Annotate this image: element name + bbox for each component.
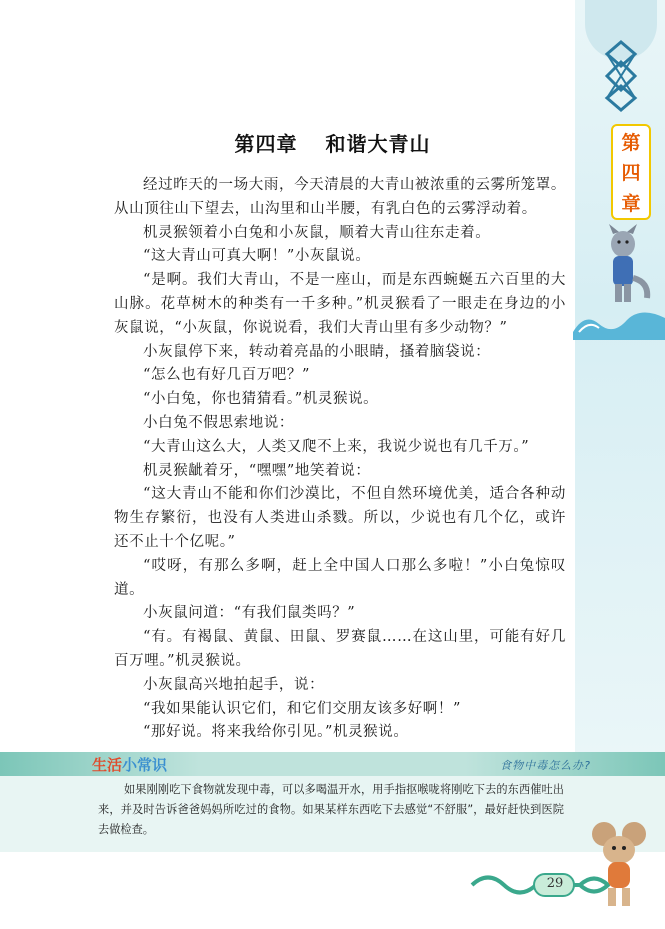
page-number: 29 bbox=[546, 876, 564, 891]
paragraph: “哎呀，有那么多啊，赶上全中国人口那么多啦！”小白兔惊叹道。 bbox=[114, 557, 566, 598]
paragraph: “这大青山可真大啊！”小灰鼠说。 bbox=[143, 248, 371, 265]
wave-decoration bbox=[573, 306, 665, 340]
tips-label-part: 生活 bbox=[92, 756, 123, 774]
chapter-tab-char: 章 bbox=[621, 193, 641, 216]
chapter-tab-char: 第 bbox=[621, 131, 641, 154]
paragraph: “大青山这么大，人类又爬不上来，我说少说也有几千万。” bbox=[143, 438, 530, 455]
paragraph: “怎么也有好几百万吧？” bbox=[143, 367, 311, 384]
paragraph: “那好说。将来我给你引见。”机灵猴说。 bbox=[143, 724, 409, 741]
knot-ornament-icon bbox=[601, 40, 641, 112]
side-decoration-band bbox=[575, 0, 665, 760]
paragraph: 小灰鼠问道：“有我们鼠类吗？” bbox=[143, 605, 356, 622]
paragraph: 机灵猴领着小白兔和小灰鼠，顺着大青山往东走着。 bbox=[143, 224, 491, 241]
paragraph: “这大青山不能和你们沙漠比，不但自然环境优美，适合各种动物生存繁衍，也没有人类进山杀戮。所以，少说也有几个亿，或许还不止十个亿呢。” bbox=[114, 486, 566, 550]
life-tips-box bbox=[0, 752, 665, 852]
paragraph: “我如果能认识它们，和它们交朋友该多好啊！” bbox=[143, 700, 462, 717]
chapter-title bbox=[0, 128, 665, 157]
chapter-tab-char: 四 bbox=[621, 162, 641, 185]
paragraph: “有。有褐鼠、黄鼠、田鼠、罗赛鼠……在这山里，可能有好几百万哩。”机灵猴说。 bbox=[114, 629, 566, 669]
paragraph: 机灵猴龇着牙，“嘿嘿”地笑着说： bbox=[143, 462, 371, 479]
paragraph: “是啊。我们大青山，不是一座山，而是东西蜿蜒五六百里的大山脉。花草树木的种类有一千多种。”机灵猴看了一眼走在身边的小灰鼠说，“小灰鼠，你说说看，我们大青山里有多少动物？” bbox=[114, 272, 566, 336]
tips-subtitle: 食物中毒怎么办? bbox=[500, 759, 591, 772]
story-body bbox=[114, 174, 566, 745]
tips-text: 如果刚刚吃下食物就发现中毒，可以多喝温开水，用手指抠喉咙将刚吃下去的东西催吐出来，并及时告诉爸爸妈妈所吃过的食物。如果某样东西吃下去感觉“不舒服”，最好赶快到医院去做检查。 bbox=[98, 783, 564, 836]
chapter-number: 第四章 bbox=[234, 132, 298, 156]
mouse-character-illustration bbox=[584, 816, 654, 912]
tips-label-part: 小常识 bbox=[122, 756, 168, 774]
wolf-character-illustration bbox=[593, 222, 653, 308]
paragraph: 小灰鼠停下来，转动着亮晶的小眼睛，搔着脑袋说： bbox=[143, 343, 491, 360]
paragraph: “小白兔，你也猜猜看。”机灵猴说。 bbox=[143, 391, 379, 408]
paragraph: 小白兔不假思索地说： bbox=[143, 414, 294, 431]
paragraph: 经过昨天的一场大雨，今天清晨的大青山被浓重的云雾所笼罩。从山顶往山下望去，山沟里和山半腰，有乳白色的云雾浮动着。 bbox=[114, 177, 566, 217]
chapter-name: 和谐大青山 bbox=[325, 132, 431, 156]
paragraph: 小灰鼠高兴地拍起手，说： bbox=[143, 676, 325, 693]
tips-label bbox=[92, 754, 167, 775]
